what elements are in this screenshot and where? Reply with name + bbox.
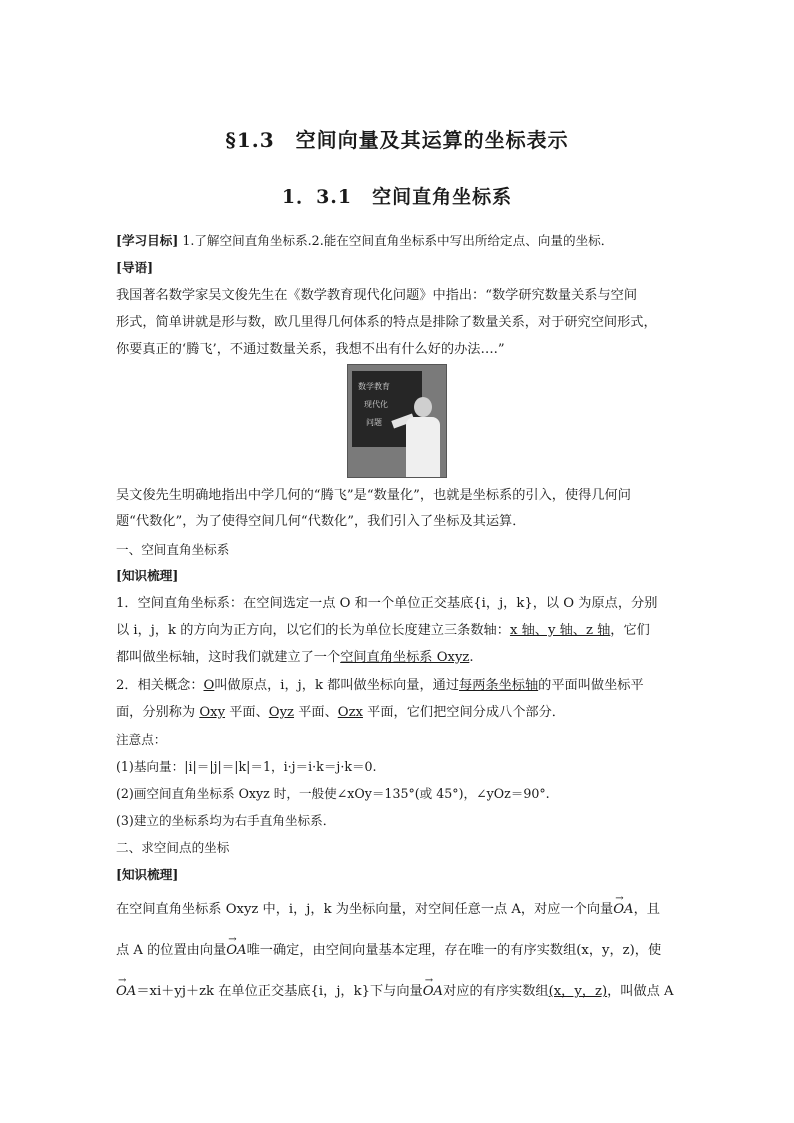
wu-wenjun-photo [347, 364, 447, 478]
kp3-line-3-b: 对应的有序实数组 [443, 984, 549, 999]
learning-objectives [116, 232, 682, 250]
intro-label: [导语] [116, 260, 154, 275]
kp3-line-3-post: ，叫做点 A [607, 984, 674, 999]
kp2-line-1 [116, 677, 682, 695]
board-text-3: 问题 [366, 418, 382, 427]
board-text-2: 现代化 [364, 400, 388, 409]
section-title: §1.3 空间向量及其运算的坐标表示 [225, 128, 569, 152]
kp3-line-2 [116, 942, 682, 960]
origin-answer: O [203, 678, 215, 693]
vector-oa: → OA [116, 983, 136, 1001]
kp3-line-2-pre: 点 A 的位置由向量 [116, 943, 227, 958]
kp2-line-1-post: 的平面叫做坐标平 [538, 678, 644, 693]
plane-oxy-answer: Oxy [199, 705, 226, 720]
person-head [414, 397, 432, 417]
after-photo-line-2: 题“代数化”，为了使得空间几何“代数化”，我们引入了坐标及其运算． [116, 514, 526, 529]
kp3-line-3 [116, 983, 682, 1001]
objectives-label: [学习目标] [116, 233, 179, 248]
vector-oa: → OA [226, 942, 246, 960]
kp1-line-2 [116, 622, 682, 640]
coordinate-tuple-answer: (x，y，z) [548, 984, 608, 999]
kp1-line-1: 1．空间直角坐标系：在空间选定一点 O 和一个单位正交基底{i，j，k}，以 O 为原点，分别 [116, 596, 658, 611]
part1-heading: 一、空间直角坐标系 [116, 542, 230, 557]
knowledge-label-1: [知识梳理] [116, 568, 179, 583]
two-axes-answer: 每两条坐标轴 [459, 678, 539, 693]
kp3-line-2-post: 唯一确定，由空间向量基本定理，存在唯一的有序实数组(x，y，z)，使 [246, 943, 662, 958]
kp2-line-2-b: 平面、 [294, 705, 338, 720]
note-2: (2)画空间直角坐标系 Oxyz 时，一般使∠xOy＝135°(或 45°)，∠yOz＝90°. [116, 786, 550, 801]
axes-answer: x 轴、y 轴、z 轴 [509, 623, 611, 638]
knowledge-label-2: [知识梳理] [116, 867, 179, 882]
notes-label: 注意点： [116, 732, 167, 747]
kp2-line-2 [116, 704, 682, 722]
plane-oyz-answer: Oyz [268, 705, 295, 720]
board-text-1: 数学教育 [358, 382, 390, 391]
intro-line-2: 形式，简单讲就是形与数，欧几里得几何体系的特点是排除了数量关系，对于研究空间形式， [116, 315, 657, 330]
plane-ozx-answer: Ozx [337, 705, 363, 720]
coordinate-system-answer: 空间直角坐标系 Oxyz [340, 650, 470, 665]
part2-heading: 二、求空间点的坐标 [116, 840, 230, 855]
kp3-line-1-pre: 在空间直角坐标系 Oxyz 中，i，j，k 为坐标向量，对空间任意一点 A，对应一个向量 [116, 902, 614, 917]
kp2-line-2-a: 平面、 [225, 705, 269, 720]
intro-line-3: 你要真正的‘腾飞’，不通过数量关系，我想不出有什么好的办法….” [116, 342, 505, 357]
kp1-line-3-pre: 都叫做坐标轴，这时我们就建立了一个 [116, 650, 341, 665]
kp3-line-1 [116, 901, 682, 919]
vector-oa: → OA [423, 983, 443, 1001]
after-photo-line-1: 吴文俊先生明确地指出中学几何的“腾飞”是“数量化”，也就是坐标系的引入，使得几何问 [116, 488, 631, 503]
person-body [406, 417, 440, 477]
kp1-line-2-pre: 以 i，j，k 的方向为正方向，以它们的长为单位长度建立三条数轴： [116, 623, 510, 638]
kp3-line-1-post: ，且 [633, 902, 660, 917]
kp3-line-3-mid: ＝xi＋yj＋zk 在单位正交基底{i，j，k}下与向量 [136, 984, 423, 999]
kp1-line-3 [116, 649, 682, 667]
kp1-line-2-post: ，它们 [610, 623, 650, 638]
kp2-line-1-mid: 叫做原点，i，j，k 都叫做坐标向量，通过 [214, 678, 460, 693]
kp2-line-2-pre: 面，分别称为 [116, 705, 200, 720]
vector-oa: → OA [613, 901, 633, 919]
note-1: (1)基向量：|i|＝|j|＝|k|＝1，i·j＝i·k＝j·k＝0. [116, 759, 377, 774]
kp1-line-3-post: . [469, 650, 474, 665]
objectives-text: 1.了解空间直角坐标系.2.能在空间直角坐标系中写出所给定点、向量的坐标． [182, 233, 614, 248]
note-3: (3)建立的坐标系均为右手直角坐标系． [116, 813, 336, 828]
kp2-line-1-pre: 2．相关概念： [116, 678, 204, 693]
subsection-title: 1．3.1 空间直角坐标系 [281, 186, 513, 208]
intro-line-1: 我国著名数学家吴文俊先生在《数学教育现代化问题》中指出：“数学研究数量关系与空间 [116, 288, 638, 303]
kp2-line-2-post: 平面，它们把空间分成八个部分． [362, 705, 565, 720]
